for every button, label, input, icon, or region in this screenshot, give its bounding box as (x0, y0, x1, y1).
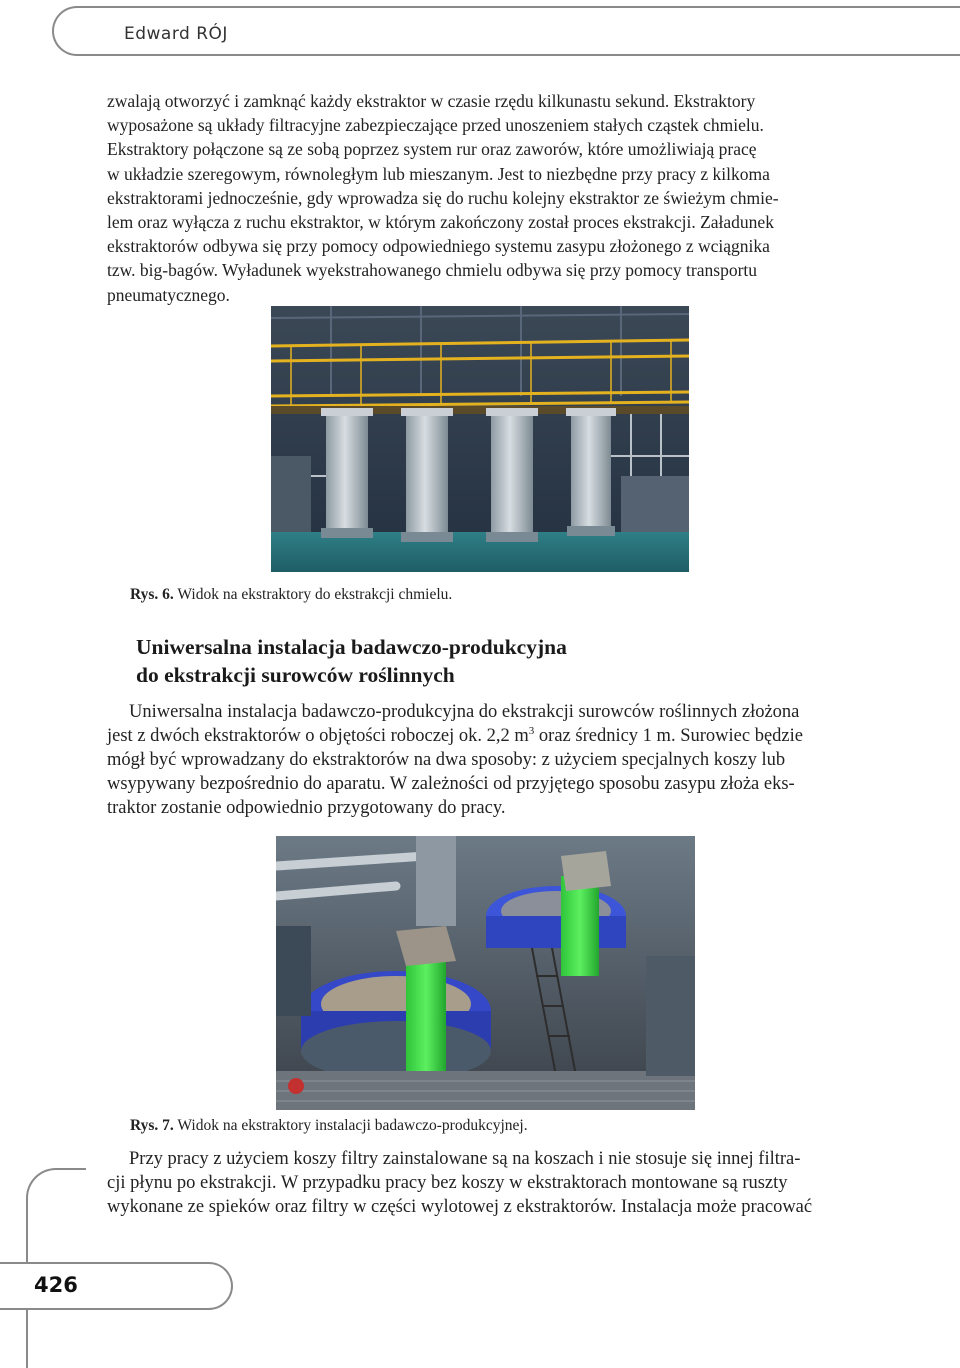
paragraph-line: ekstraktorami jednocześnie, gdy wprowadza się do ruchu kolejny ekstraktor ze świeżym chmie- (107, 187, 779, 208)
paragraph-3 (107, 1147, 850, 1219)
figure-6-label: Rys. 6. (130, 586, 174, 603)
paragraph-line: traktor zostanie odpowiednio przygotowany do pracy. (107, 798, 506, 818)
figure-6-photo (271, 306, 689, 572)
paragraph-line: Ekstraktory połączone są ze sobą poprzez system rur oraz zaworów, które umożliwiają pracę (107, 139, 757, 160)
page-number: 426 (34, 1273, 78, 1297)
paragraph-line: w układzie szeregowym, równoległym lub mieszanym. Jest to niezbędne przy pracy z kilkoma (107, 163, 770, 184)
research-extractors-illustration (276, 836, 695, 1110)
paragraph-line: zwalają otworzyć i zamknąć każdy ekstraktor w czasie rzędu kilkunastu sekund. Ekstraktory (107, 91, 756, 111)
paragraph-line: cji płynu po ekstrakcji. W przypadku pracy bez koszy w ekstraktorach montowane są ruszty (107, 1173, 788, 1193)
paragraph-line: lem oraz wyłącza z ruchu ekstraktor, w którym zakończony został proces ekstrakcji. Załadunek (107, 212, 774, 233)
paragraph-line: pneumatycznego. (107, 284, 230, 305)
paragraph-line-text: jest z dwóch ekstraktorów o objętości roboczej ok. 2,2 m (107, 726, 529, 746)
section-title-line: do ekstrakcji surowców roślinnych (136, 663, 455, 687)
paragraph-line: wsypywany bezpośrednio do aparatu. W zależności od przyjętego sposobu zasypu złoża eks- (107, 774, 795, 794)
figure-6-caption (130, 586, 452, 604)
paragraph-line-text: oraz średnicy 1 m. Surowiec będzie (534, 726, 803, 746)
paragraph-line: mógł być wprowadzany do ekstraktorów na dwa sposoby: z użyciem specjalnych koszy lub (107, 750, 786, 770)
paragraph-2 (107, 700, 850, 820)
paragraph-line-text: Przy pracy z użyciem koszy filtry zainstalowane są na koszach i nie stosuje się innej filtra- (129, 1149, 801, 1169)
figure-7-photo (276, 836, 695, 1110)
section-title (136, 633, 736, 689)
paragraph-line (107, 1147, 850, 1171)
superscript-cubed: 3 (528, 724, 535, 737)
paragraph-line-text: Uniwersalna instalacja badawczo-produkcyjna do ekstrakcji surowców roślinnych złożona (129, 702, 800, 722)
figure-7-caption (130, 1117, 528, 1135)
section-title-line: Uniwersalna instalacja badawczo-produkcyjna (136, 635, 567, 659)
running-header-author: Edward RÓJ (124, 24, 228, 44)
paragraph-line: ekstraktorów odbywa się przy pomocy odpowiedniego systemu zasypu złożonego z wciągnika (107, 236, 770, 257)
paragraph-line: wyposażone są układy filtracyjne zabezpieczające przed unoszeniem stałych cząstek chmielu. (107, 115, 764, 136)
figure-7-caption-text: Widok na ekstraktory instalacji badawczo-produkcyjnej. (177, 1117, 528, 1134)
paragraph-line (107, 700, 850, 724)
paragraph-line: tzw. big-bagów. Wyładunek wyekstrahowanego chmielu odbywa się przy pomocy transportu (107, 260, 758, 281)
figure-6-caption-text: Widok na ekstraktory do ekstrakcji chmielu. (177, 586, 453, 603)
figure-7-label: Rys. 7. (130, 1117, 174, 1134)
paragraph-1 (107, 89, 850, 307)
paragraph-line: wykonane ze spieków oraz filtry w części wylotowej z ekstraktorów. Instalacja może pracować (107, 1197, 813, 1217)
extractor-hall-illustration (271, 306, 689, 572)
paragraph-line (107, 724, 850, 748)
